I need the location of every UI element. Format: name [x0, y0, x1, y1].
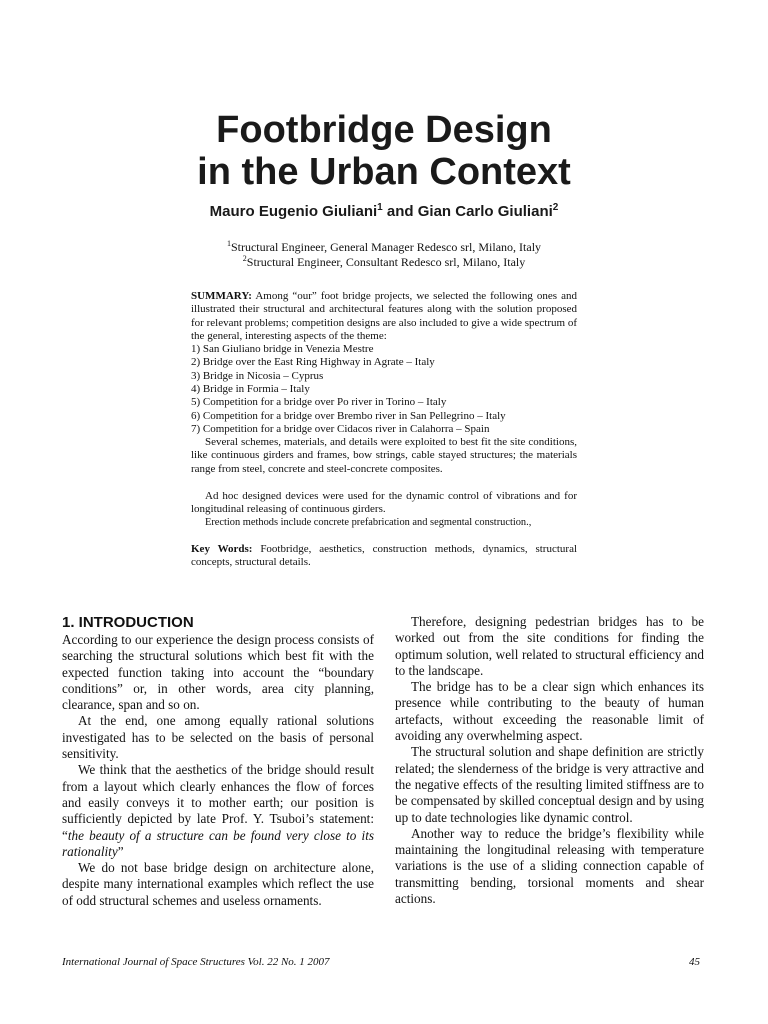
summary-label: SUMMARY:	[191, 290, 252, 302]
author-1: Mauro Eugenio Giuliani	[209, 203, 378, 220]
authors	[0, 202, 768, 220]
affiliation-1-marker: 1	[226, 239, 231, 248]
summary-list-item-4: 4) Bridge in Formia – Italy	[191, 382, 310, 395]
summary-schemes-paragraph: Several schemes, materials, and details were exploited to best fit the site conditions, like continuous girders and frames, bow strings, cable stayed structures; the materials range from steel, concrete and steel-concrete composites.	[191, 436, 577, 475]
paper-title-line2: in the Urban Context	[197, 151, 571, 193]
tsuboi-quote: the beauty of a structure can be found very close to its rationality	[62, 827, 374, 859]
footer-journal: International Journal of Space Structures Vol. 22 No. 1 2007	[62, 956, 330, 968]
right-paragraph-2: The bridge has to be a clear sign which enhances its presence while contributing to the beauty of human artefacts, without exceeding the reasonable limit of avoiding any overwhelming aspect.	[395, 679, 704, 744]
summary-erection-paragraph: Erection methods include concrete prefabrication and segmental construction.,	[205, 517, 532, 528]
keywords-paragraph	[191, 543, 577, 570]
author-1-marker: 1	[377, 202, 383, 213]
left-column	[62, 632, 374, 909]
summary-text: Among “our” foot bridge projects, we selected the following ones and illustrated their structural and architectural features along with the solution proposed for relevant problems; competition designs are also included to give a wide spectrum of the general, interesting aspects of the theme:	[191, 290, 577, 342]
tsuboi-quote-close: ”	[117, 843, 124, 859]
summary-list-item-6: 6) Competition for a bridge over Brembo river in San Pellegrino – Italy	[191, 409, 506, 422]
summary-devices-paragraph: Ad hoc designed devices were used for the dynamic control of vibrations and for longitudinal releasing of continuous girders.	[191, 489, 577, 515]
keywords-label: Key Words:	[191, 543, 253, 555]
affiliation-1-text: Structural Engineer, General Manager Redesco srl, Milano, Italy	[230, 240, 542, 254]
summary-paragraph	[191, 290, 577, 343]
right-column	[395, 614, 704, 907]
intro-paragraph-3-text: We think that the aesthetics of the bridge should result from a layout which clearly enhances the flow of forces and easily conveys it to mother earth; our position is sufficiently depicted by late Prof. Y. Tsuboi’s statement: “	[62, 762, 374, 843]
summary-list-item-3: 3) Bridge in Nicosia – Cyprus	[191, 369, 324, 382]
section-heading-introduction: 1. INTRODUCTION	[62, 614, 194, 631]
right-paragraph-3: The structural solution and shape definition are strictly related; the slenderness of the bridge is very attractive and the negative effects of the resulting limited stiffness are to be compensated by skilled conceptual design and by using up to date technologies like dynamic control.	[395, 744, 704, 825]
paper-title-line1: Footbridge Design	[216, 109, 552, 151]
right-paragraph-4: Another way to reduce the bridge’s flexibility while maintaining the longitudinal releasing with temperature variations is the use of a sliding connection capable of transmitting bending, torsional moments and shear actions.	[395, 825, 704, 907]
affiliation-2-text: Structural Engineer, Consultant Redesco srl, Milano, Italy	[246, 255, 526, 269]
affiliation-2	[0, 251, 768, 270]
intro-paragraph-2: At the end, one among equally rational solutions investigated has to be selected on the basis of personal sensitivity.	[62, 713, 374, 762]
right-paragraph-1: Therefore, designing pedestrian bridges has to be worked out from the site conditions for finding the optimum solution, well related to structural efficiency and to the landscape.	[395, 614, 704, 678]
author-2-marker: 2	[552, 202, 559, 213]
intro-paragraph-1: According to our experience the design process consists of searching the structural solutions which best fit with the expected function taking into account the “boundary conditions” or, in other words, area city planning, clearance, span and so on.	[62, 632, 374, 713]
keywords-text: Footbridge, aesthetics, construction methods, dynamics, structural concepts, structural details.	[191, 543, 578, 569]
intro-paragraph-3	[62, 762, 374, 860]
author-2: Gian Carlo Giuliani	[417, 203, 553, 220]
affiliation-2-marker: 2	[242, 254, 247, 263]
summary-list-item-1: 1) San Giuliano bridge in Venezia Mestre	[191, 343, 374, 355]
summary-list-item-5: 5) Competition for a bridge over Po river in Torino – Italy	[191, 396, 447, 409]
intro-paragraph-4: We do not base bridge design on architecture alone, despite many international examples which reflect the use of odd structural schemes and useless ornaments.	[62, 860, 374, 908]
author-conjunction: and	[382, 203, 418, 220]
summary-list-item-7: 7) Competition for a bridge over Cidacos river in Calahorra – Spain	[191, 422, 490, 435]
summary-list-item-2: 2) Bridge over the East Ring Highway in Agrate – Italy	[191, 356, 435, 369]
footer-page-number: 45	[689, 956, 700, 968]
